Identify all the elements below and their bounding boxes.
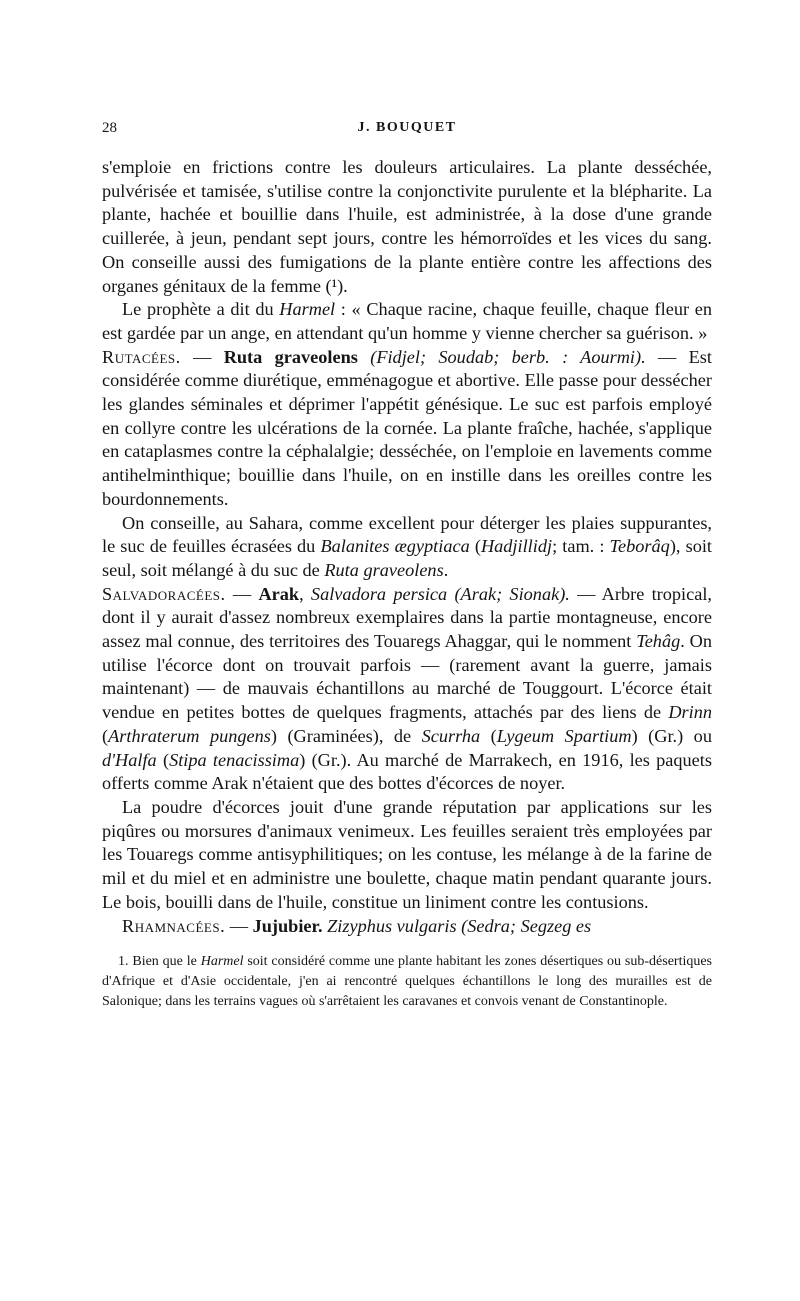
text-run: .	[443, 559, 449, 580]
page-number: 28	[102, 120, 117, 136]
text-run: 1. Bien que le	[118, 954, 201, 970]
dash: —	[180, 346, 224, 367]
family-name: Rhamnacées.	[122, 915, 226, 936]
italic-term: Harmel	[279, 299, 336, 320]
vernacular-names: (Fidjel; Soudab; berb. : Aourmi).	[357, 346, 646, 367]
dash: —	[225, 915, 253, 936]
italic-term: Harmel	[200, 954, 244, 970]
italic-term: Ruta graveolens	[324, 559, 444, 580]
text-run: ,	[299, 583, 311, 604]
italic-term: Balanites ægyptiaca	[320, 536, 470, 557]
italic-term: Teborâq	[609, 536, 670, 557]
text-run: (	[156, 749, 170, 770]
text-run: ) (Graminées), de	[270, 725, 422, 746]
footnotes	[102, 952, 712, 1012]
family-name: Rutacées.	[102, 346, 181, 367]
paragraph-6: La poudre d'écorces jouit d'une grande réputation par applications sur les piqûres ou morsures d'animaux venimeux. Les feuilles seraient très employées par les Touaregs comme antisyphilitiques; on les contuse, les mélange à de la farine de mil et du miel et en administre une boulette, chaque matin pendant quarante jours. Le bois, bouilli dans de l'huile, constitue un liniment contre les contusions.	[102, 796, 712, 912]
italic-term: Stipa tenacissima	[169, 749, 300, 770]
vernacular-names: (Arak; Sionak).	[447, 583, 570, 604]
text-run: ; tam. :	[552, 536, 610, 557]
italic-term: Drinn	[668, 702, 712, 723]
text-run: soit considéré comme une plante habitant les zones désertiques ou sub-désertiques d'Afrique et d'Asie occidentale, j'en ai rencontré quelques échantillons le long des murailles est de Salonique; dans les terrains vagues où s'arrêtaient les caravanes et convois venant de Constantinople.	[102, 954, 713, 1010]
species-name: Ruta graveolens	[223, 346, 358, 367]
paragraph-salvadoracees	[102, 583, 712, 796]
paragraph-rutacees	[102, 346, 712, 512]
paragraph-1: s'emploie en frictions contre les douleurs articulaires. La plante desséchée, pulvérisée et tamisée, s'utilise contre la conjonctivite purulente et la blépharite. La plante, hachée et bouillie dans l'huile, est administrée, à la dose d'une grande cuillerée, à jeun, pendant sept jours, contre les hémorroïdes et les vices du sang. On conseille aussi des fumigations de la plante entière contre les affections des organes génitaux de la femme (¹).	[102, 157, 712, 296]
page	[102, 120, 712, 1012]
text-run: ) (Gr.). Au marché de Marrakech, en 1916, les paquets offerts comme Arak n'étaient que des bottes d'écorces de noyer.	[102, 749, 712, 794]
text-run: — Est considérée comme diurétique, emménagogue et abortive. Elle passe pour dessécher les glandes séminales et déprimer l'appétit génésique. Le suc est parfois employé en collyre contre les ulcérations de la cornée. La plante fraîche, hachée, s'applique en cataplasmes contre la céphalalgie; desséchée, on l'emploie en lavements comme antihelminthique; bouillie dans l'huile, on en instille dans les oreilles contre les bourdonnements.	[102, 346, 712, 509]
paragraph-4	[102, 512, 712, 583]
text-run: On conseille, au Sahara, comme excellent pour déterger les plaies suppurantes, le suc de feuilles écrasées du	[102, 512, 712, 557]
family-name: Salvadoracées.	[102, 583, 226, 604]
species-name: Jujubier.	[252, 915, 323, 936]
text-run: (	[469, 536, 481, 557]
running-head: J. BOUQUET	[357, 120, 457, 135]
footnote-1	[102, 952, 712, 1012]
species-name: Arak	[258, 583, 300, 604]
latin-name: Salvadora persica	[310, 583, 448, 604]
text-run: ), soit seul, soit mélangé à du suc de	[102, 536, 712, 580]
italic-term: Scurrha	[421, 725, 481, 746]
text-run: : « Chaque racine, chaque feuille, chaque fleur en est gardée par un ange, en attendant qu'un homme y vienne chercher sa guérison. »	[102, 299, 712, 343]
page-header	[102, 120, 712, 142]
latin-name: Zizyphus vulgaris	[322, 915, 457, 936]
paragraph-2	[102, 298, 712, 345]
text-run: . On utilise l'écorce dont on trouvait parfois — (rarement avant la guerre, jamais maintenant) — de mauvais échantillons au marché de Touggourt. L'écorce était vendue en petites bottes de quelques fragments, attachés par des liens de	[102, 631, 712, 723]
text-run: (	[480, 725, 497, 746]
italic-term: Tehâg	[636, 631, 681, 652]
body-text	[102, 156, 712, 938]
text-run: — Arbre tropical, dont il y aurait d'assez nombreux exemplaires dans la partie montagneuse, encore assez mal connue, des territoires des Touaregs Ahaggar, qui le nomment	[102, 583, 712, 652]
italic-term: Lygeum Spartium	[496, 725, 632, 746]
dash: —	[225, 583, 259, 604]
italic-term: Hadjillidj	[480, 536, 553, 557]
vernacular-names: (Sedra; Segzeg es	[456, 915, 592, 936]
text-run: (	[102, 725, 109, 746]
italic-term: d'Halfa	[102, 749, 157, 770]
italic-term: Arthraterum pungens	[108, 725, 271, 746]
paragraph-rhamnacees	[102, 915, 712, 939]
text-run: ) (Gr.) ou	[631, 725, 712, 746]
text-run: Le prophète a dit du	[122, 299, 280, 320]
